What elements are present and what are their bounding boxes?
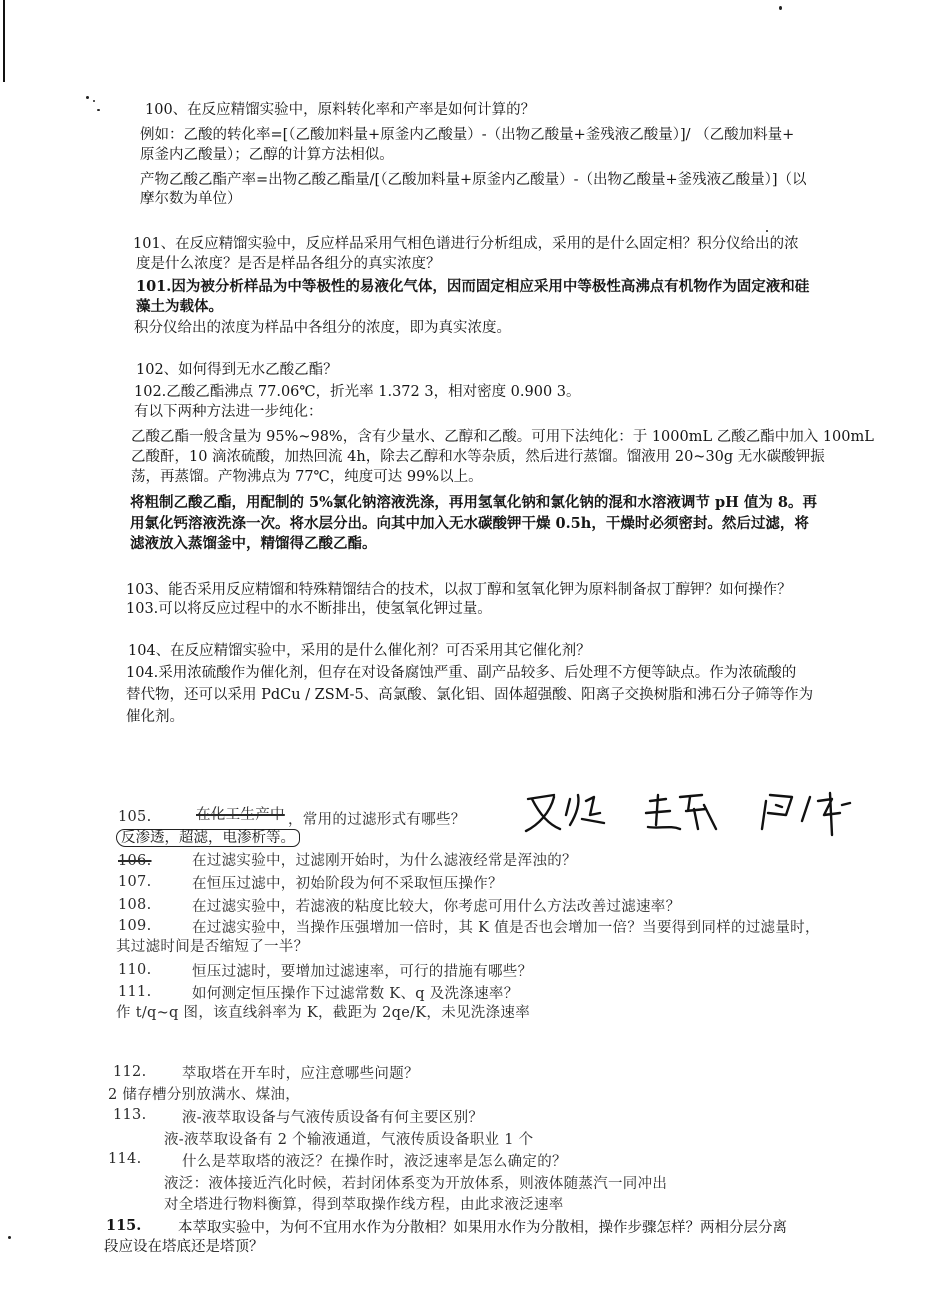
q102-answer-line: 将粗制乙酸乙酯，用配制的 5%氯化钠溶液洗涤，再用氢氧化钠和氯化钠的混和水溶液调节 pH 值为 8。再 — [130, 494, 817, 511]
q105-question: ，常用的过滤形式有哪些？ — [288, 812, 466, 828]
q115-question: 本萃取实验中，为何不宜用水作为分散相？如果用水作为分散相，操作步骤怎样？两相分层分离 — [178, 1220, 787, 1236]
q100-question: 100、在反应精馏实验中，原料转化率和产率是如何计算的？ — [145, 102, 536, 118]
q101-question: 101、在反应精馏实验中，反应样品采用气相色谱进行分析组成，采用的是什么固定相？积分仪给出的浓 — [133, 236, 799, 252]
q109-question: 在过滤实验中，当操作压强增加一倍时，其 K 值是否也会增加一倍？当要得到同样的过滤量时， — [192, 920, 820, 936]
q113-number: 113. — [113, 1107, 147, 1123]
q115-question-cont: 段应设在塔底还是塔顶？ — [104, 1239, 264, 1255]
q112-number: 112. — [113, 1064, 147, 1080]
q100-answer-line: 摩尔数为单位） — [140, 191, 242, 207]
q102-answer-line: 荡，再蒸馏。产物沸点为 77℃，纯度可达 99%以上。 — [131, 469, 483, 485]
q105-struck-text: 在化工生产中 — [196, 807, 285, 823]
q111-answer: 作 t/q~q 图，该直线斜率为 K，截距为 2qe/K，未见洗涤速率 — [116, 1005, 530, 1021]
q114-question: 什么是萃取塔的液泛？在操作时，液泛速率是怎么确定的？ — [182, 1154, 567, 1170]
q112-question: 萃取塔在开车时，应注意哪些问题？ — [182, 1066, 419, 1082]
scan-speck — [86, 96, 89, 99]
q103-answer: 103.可以将反应过程中的水不断排出，使氢氧化钾过量。 — [126, 601, 492, 617]
q102-answer-line: 102.乙酸乙酯沸点 77.06℃，折光率 1.372 3，相对密度 0.900 3。 — [134, 384, 581, 400]
q102-answer-line: 乙酸乙酯一般含量为 95%~98%，含有少量水、乙醇和乙酸。可用下法纯化：于 1000mL 乙酸乙酯中加入 100mL — [131, 429, 874, 445]
q105-handwritten-answer: 反渗透，超滤，电渗析等。 — [120, 829, 300, 847]
q109-number: 109. — [118, 918, 152, 934]
q108-number: 108. — [118, 897, 152, 913]
q107-question: 在恒压过滤中，初始阶段为何不采取恒压操作？ — [192, 876, 503, 892]
q104-question: 104、在反应精馏实验中，采用的是什么催化剂？可否采用其它催化剂？ — [128, 643, 591, 659]
scan-speck — [779, 6, 782, 10]
scan-speck — [93, 100, 95, 102]
scan-speck — [97, 109, 100, 111]
q102-answer-line: 乙酸酐，10 滴浓硫酸，加热回流 4h，除去乙醇和水等杂质，然后进行蒸馏。馏液用 20~30g 无水碳酸钾振 — [131, 449, 825, 465]
q100-answer-line: 例如：乙酸的转化率=[（乙酸加料量+原釜内乙酸量）-（出物乙酸量+釜残液乙酸量）]/ （乙酸加料量+ — [140, 127, 795, 143]
q102-question: 102、如何得到无水乙酸乙酯？ — [136, 362, 338, 378]
scan-speck — [8, 1236, 11, 1239]
q109-question-cont: 其过滤时间是否缩短了一半？ — [116, 939, 309, 955]
scan-speck — [766, 230, 768, 232]
q104-answer-line: 104.采用浓硫酸作为催化剂，但存在对设备腐蚀严重、副产品较多、后处理不方便等缺点。作为浓硫酸的 — [126, 665, 797, 681]
q115-number: 115. — [106, 1217, 142, 1234]
q108-question: 在过滤实验中，若滤液的粘度比较大，你考虑可用什么方法改善过滤速率？ — [192, 899, 681, 915]
q102-answer-line: 有以下两种方法进一步纯化： — [134, 404, 323, 420]
scan-left-edge — [3, 0, 5, 82]
q113-question: 液-液萃取设备与气液传质设备有何主要区别？ — [182, 1110, 484, 1126]
q114-number: 114. — [108, 1151, 142, 1167]
q101-answer-line: 藻土为载体。 — [136, 298, 223, 315]
handwritten-annotation — [520, 785, 860, 845]
q101-answer-line: 积分仪给出的浓度为样品中各组分的浓度，即为真实浓度。 — [134, 320, 511, 336]
q104-answer-line: 替代物，还可以采用 PdCu / ZSM-5、高氯酸、氯化铝、固体超强酸、阳离子交换树脂和沸石分子筛等作为 — [126, 687, 814, 703]
q100-answer-line: 产物乙酸乙酯产率=出物乙酸乙酯量/[（乙酸加料量+原釜内乙酸量）-（出物乙酸量+釜残液乙酸量）]（以 — [140, 172, 807, 188]
q110-number: 110. — [118, 962, 152, 978]
q101-question: 度是什么浓度？是否是样品各组分的真实浓度？ — [136, 256, 441, 272]
q105-number: 105. — [118, 809, 152, 825]
q106-number: 106. — [118, 853, 152, 869]
q100-answer-line: 原釜内乙酸量）；乙醇的计算方法相似。 — [140, 147, 394, 163]
q113-answer: 液-液萃取设备有 2 个输液通道，气液传质设备职业 1 个 — [164, 1132, 534, 1148]
q103-question: 103、能否采用反应精馏和特殊精馏结合的技术，以叔丁醇和氢氧化钾为原料制备叔丁醇钾？如何操作？ — [126, 582, 792, 598]
q111-number: 111. — [118, 984, 152, 1000]
q112-answer: 2 储存槽分别放满水、煤油， — [108, 1087, 301, 1103]
q114-answer-line: 对全塔进行物料衡算，得到萃取操作线方程，由此求液泛速率 — [164, 1197, 564, 1213]
q106-question: 在过滤实验中，过滤刚开始时，为什么滤液经常是浑浊的？ — [192, 853, 577, 869]
q101-answer-line: 101.因为被分析样品为中等极性的易液化气体，因而固定相应采用中等极性高沸点有机物作为固定液和硅 — [136, 278, 810, 295]
q107-number: 107. — [118, 874, 152, 890]
q114-answer-line: 液泛：液体接近汽化时候，若封闭体系变为开放体系，则液体随蒸汽一同冲出 — [164, 1176, 668, 1192]
q104-answer-line: 催化剂。 — [126, 709, 184, 725]
q111-question: 如何测定恒压操作下过滤常数 K、q 及洗涤速率？ — [192, 986, 519, 1002]
q110-question: 恒压过滤时，要增加过滤速率，可行的措施有哪些？ — [192, 964, 533, 980]
q102-answer-line: 用氯化钙溶液洗涤一次。将水层分出。向其中加入无水碳酸钾干燥 0.5h，干燥时必须密封。然后过滤，将 — [130, 515, 809, 532]
q102-answer-line: 滤液放入蒸馏釜中，精馏得乙酸乙酯。 — [130, 535, 377, 552]
